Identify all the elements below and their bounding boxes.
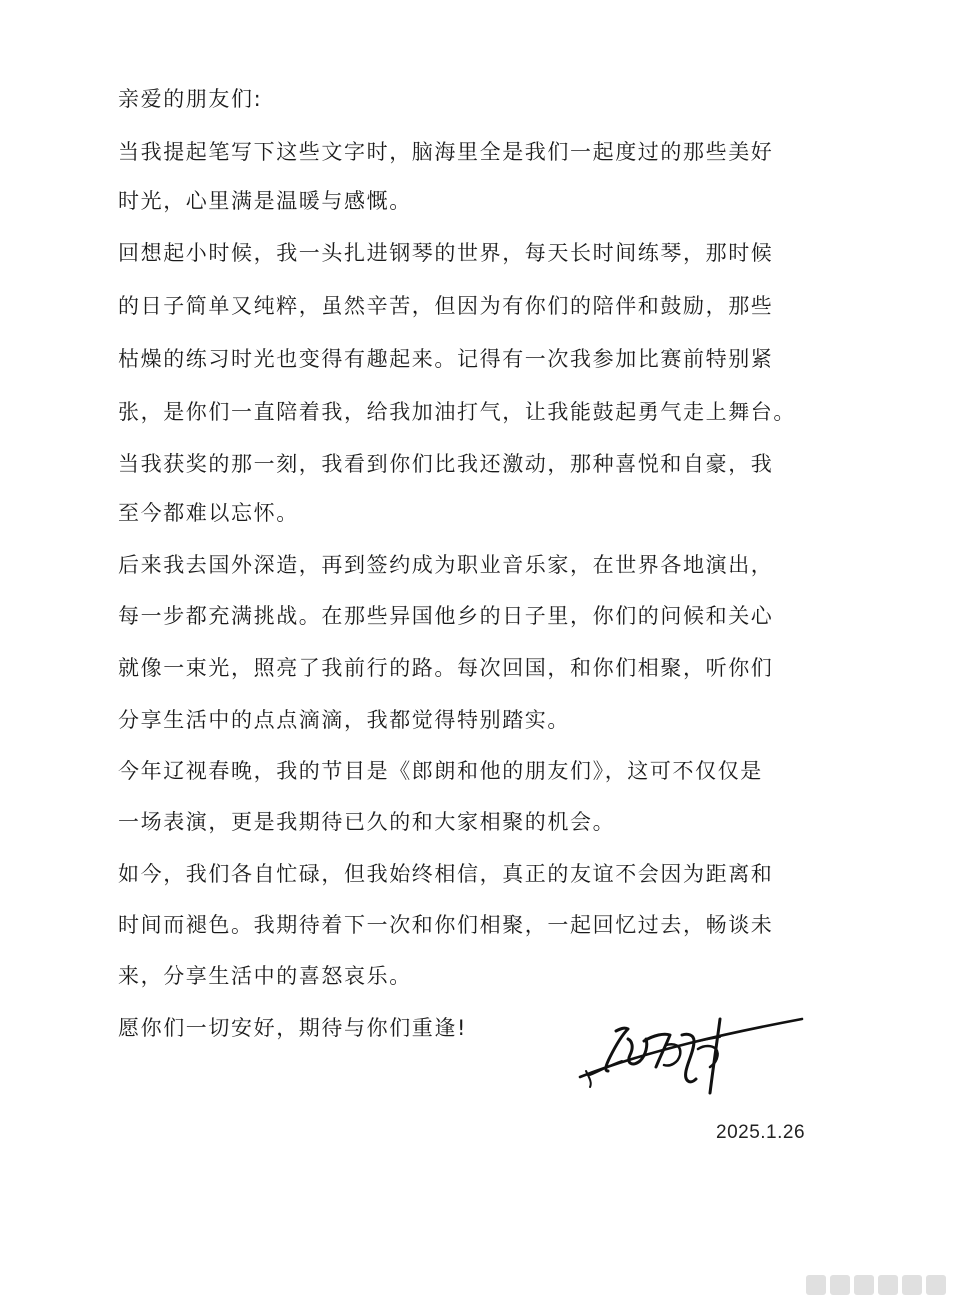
letter-line-16: 时间而褪色。我期待着下一次和你们相聚，一起回忆过去，畅谈未 xyxy=(118,913,774,937)
watermark-block xyxy=(902,1275,922,1295)
letter-line-4: 的日子简单又纯粹，虽然辛苦，但因为有你们的陪伴和鼓励，那些 xyxy=(118,294,774,318)
letter-line-10: 每一步都充满挑战。在那些异国他乡的日子里，你们的问候和关心 xyxy=(118,604,774,628)
letter-line-8: 至今都难以忘怀。 xyxy=(118,501,299,525)
letter-line-3: 回想起小时候，我一头扎进钢琴的世界，每天长时间练琴，那时候 xyxy=(118,241,774,265)
handwritten-signature xyxy=(570,1005,810,1105)
letter-line-17: 来，分享生活中的喜怒哀乐。 xyxy=(118,964,412,988)
salutation: 亲爱的朋友们: xyxy=(118,87,263,111)
letter-line-9: 后来我去国外深造，再到签约成为职业音乐家，在世界各地演出， xyxy=(118,553,774,577)
watermark-block xyxy=(878,1275,898,1295)
letter-date: 2025.1.26 xyxy=(716,1122,806,1143)
letter-line-5: 枯燥的练习时光也变得有趣起来。记得有一次我参加比赛前特别紧 xyxy=(118,347,774,371)
watermark-block xyxy=(830,1275,850,1295)
letter-line-6: 张，是你们一直陪着我，给我加油打气，让我能鼓起勇气走上舞台。 xyxy=(118,400,796,424)
watermark-block xyxy=(854,1275,874,1295)
letter-line-14: 一场表演，更是我期待已久的和大家相聚的机会。 xyxy=(118,810,616,834)
letter-line-15: 如今，我们各自忙碌，但我始终相信，真正的友谊不会因为距离和 xyxy=(118,862,774,886)
letter-line-13: 今年辽视春晚，我的节目是《郎朗和他的朋友们》，这可不仅仅是 xyxy=(118,759,763,783)
letter-line-18: 愿你们一切安好，期待与你们重逢! xyxy=(118,1016,468,1040)
letter-line-1: 当我提起笔写下这些文字时，脑海里全是我们一起度过的那些美好 xyxy=(118,140,774,164)
letter-line-7: 当我获奖的那一刻，我看到你们比我还激动，那种喜悦和自豪，我 xyxy=(118,452,774,476)
watermark-block xyxy=(926,1275,946,1295)
letter-line-12: 分享生活中的点点滴滴，我都觉得特别踏实。 xyxy=(118,708,570,732)
blurred-watermark xyxy=(796,1274,946,1296)
letter-line-2: 时光，心里满是温暖与感慨。 xyxy=(118,189,412,213)
letter-line-11: 就像一束光，照亮了我前行的路。每次回国，和你们相聚，听你们 xyxy=(118,656,774,680)
watermark-block xyxy=(806,1275,826,1295)
